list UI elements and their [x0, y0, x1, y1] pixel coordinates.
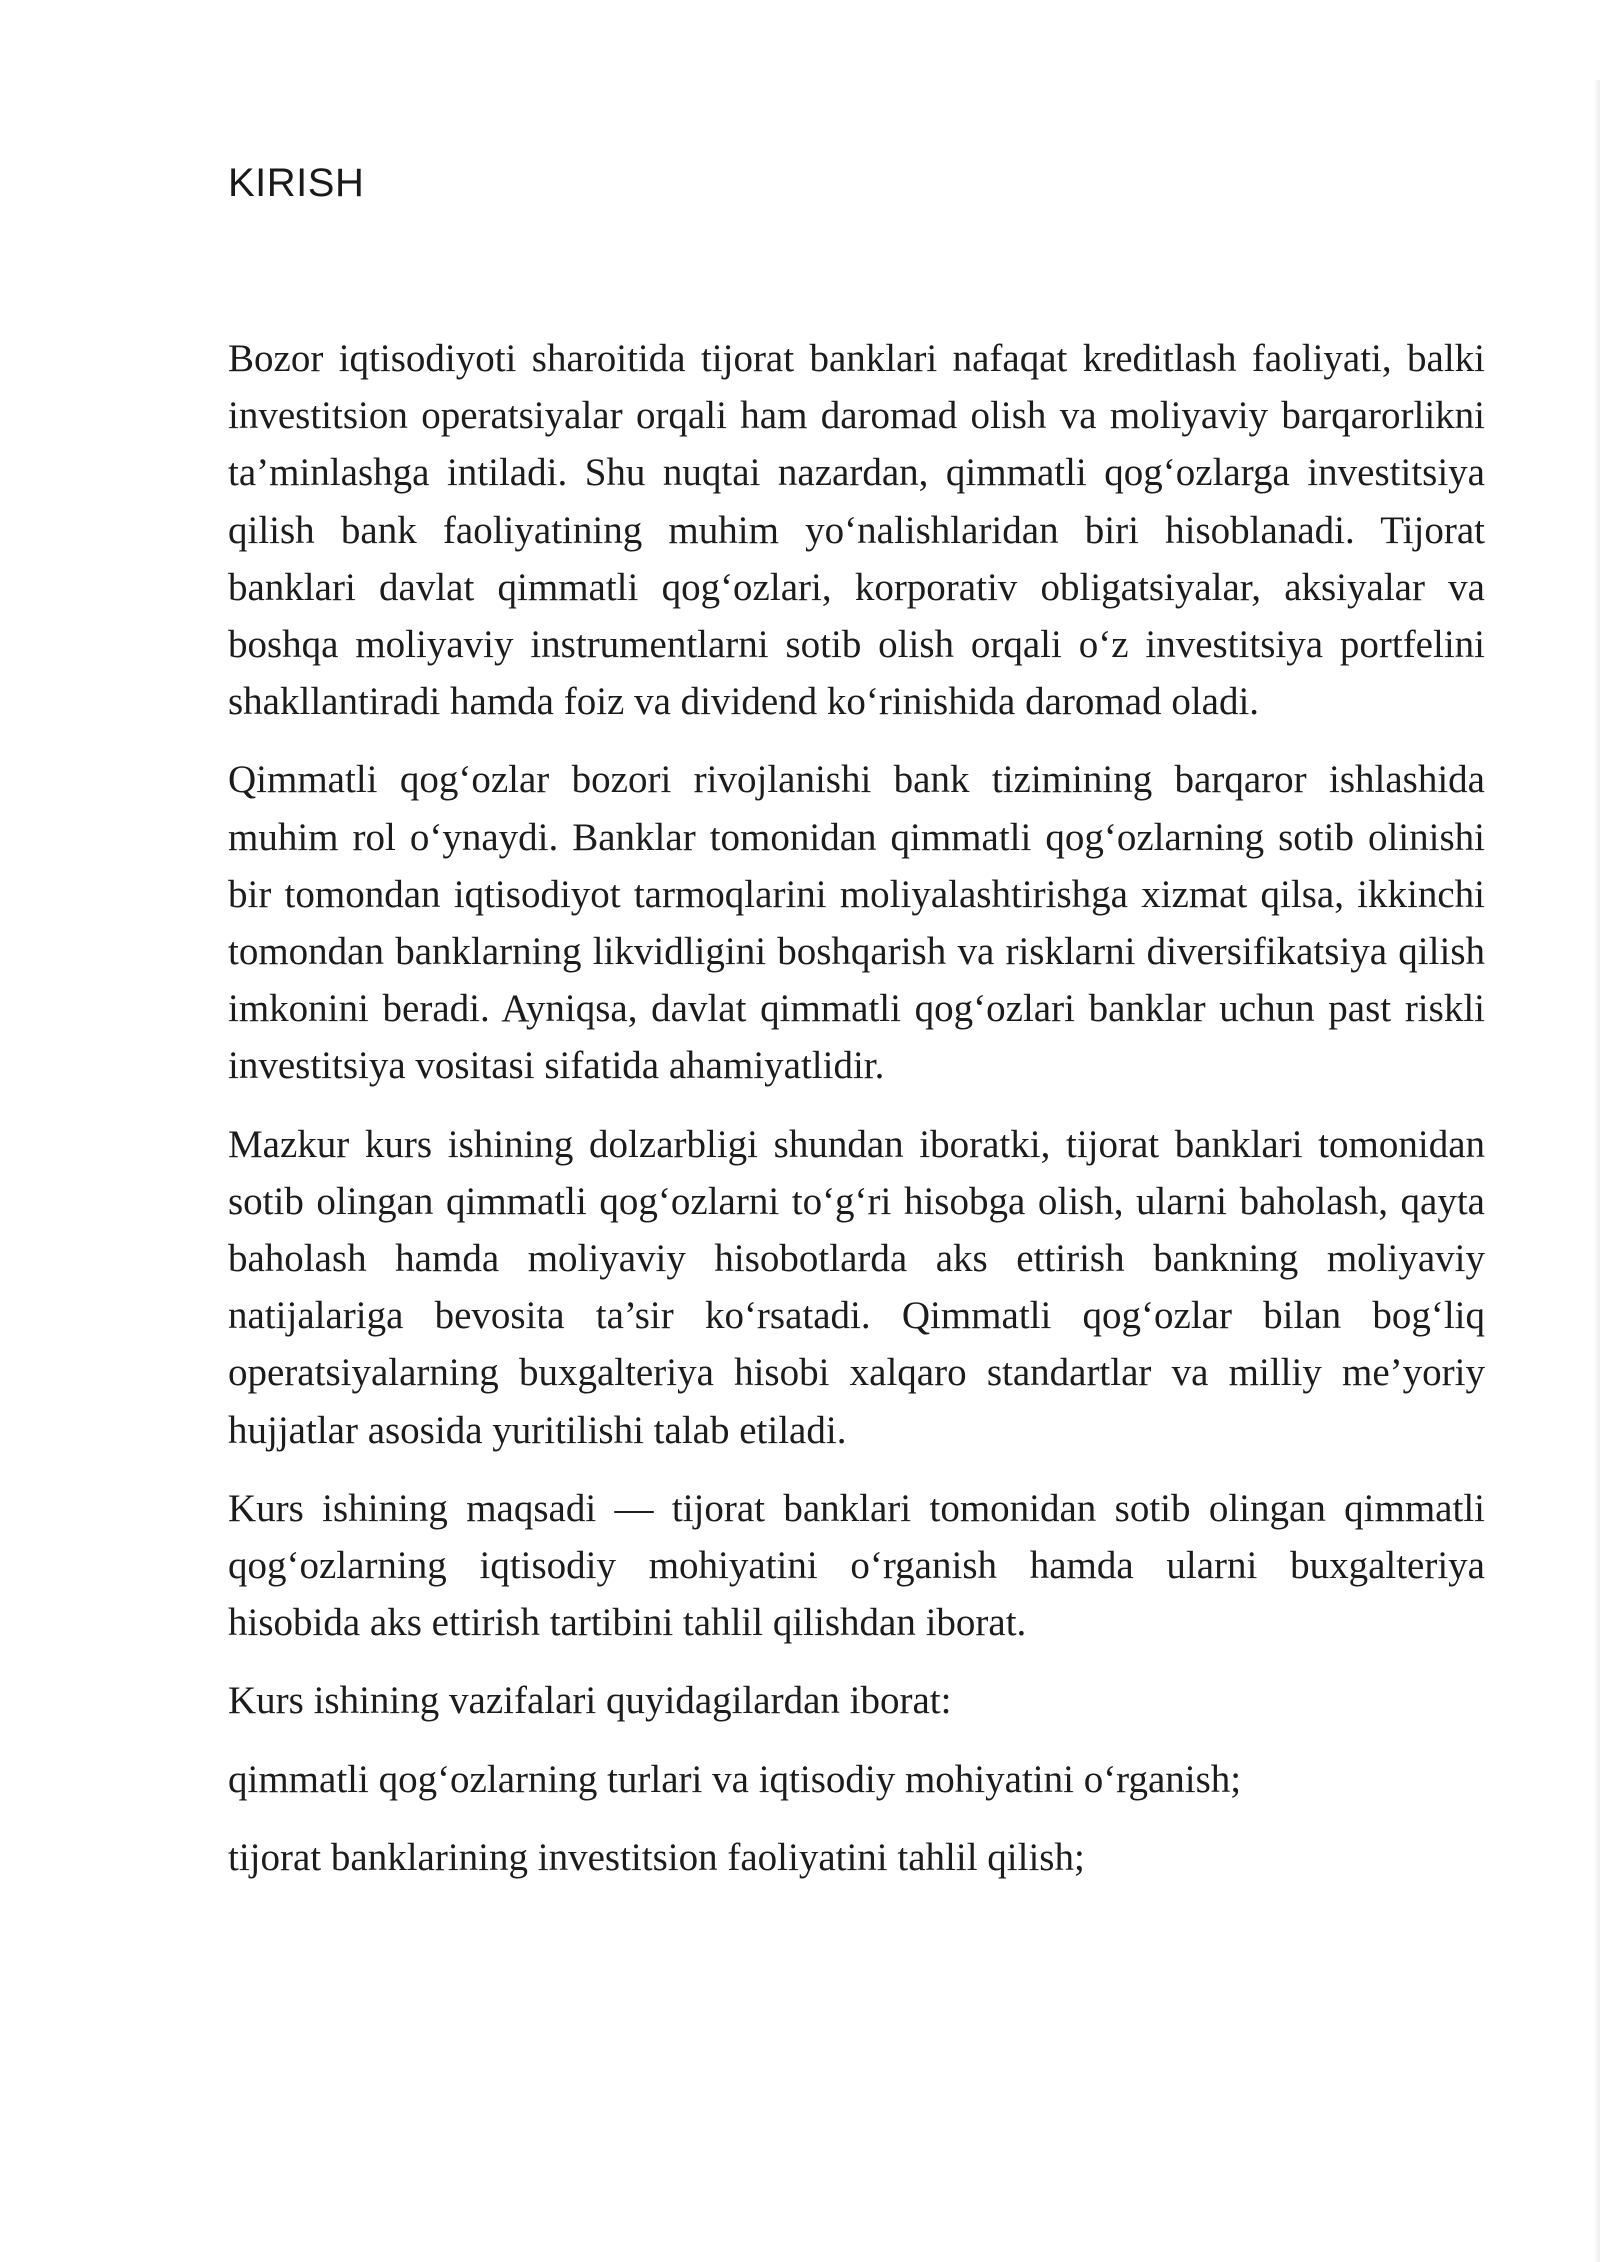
- body-text: [228, 330, 1485, 1907]
- task-item: qimmatli qog‘ozlarning turlari va iqtisodiy mohiyatini o‘rganish;: [228, 1757, 1242, 1801]
- paragraph-securities-market: Qimmatli qog‘ozlar bozori rivojlanishi bank tizimining barqaror ishlashida muhim rol o‘ynaydi. Banklar tomonidan qimmatli qog‘ozlarning sotib olinishi bir tomondan iqtisodiyot tarmoqlarini moliyalashtirishga xizmat qilsa, ikkinchi tomondan banklarning likvidligini boshqarish va risklarni diversifikatsiya qilish imkonini beradi. Ayniqsa, davlat qimmatli qog‘ozlari banklar uchun past riskli investitsiya vositasi sifatida ahamiyatlidir.: [228, 758, 1485, 1088]
- page-edge-shadow: [1594, 80, 1600, 2262]
- section-heading: KIRISH: [228, 161, 365, 205]
- paragraph-goal: Kurs ishining maqsadi — tijorat banklari tomonidan sotib olingan qimmatli qog‘ozlarning iqtisodiy mohiyatini o‘rganish hamda ularni buxgalteriya hisobida aks ettirish tartibini tahlil qilishdan iborat.: [228, 1486, 1485, 1645]
- paragraph-relevance: Mazkur kurs ishining dolzarbligi shundan iboratki, tijorat banklari tomonidan sotib olingan qimmatli qog‘ozlarni to‘g‘ri hisobga olish, ularni baholash, qayta baholash hamda moliyaviy hisobotlarda aks ettirish bankning moliyaviy natijalariga bevosita ta’sir ko‘rsatadi. Qimmatli qog‘ozlar bilan bog‘liq operatsiyalarning buxgalteriya hisobi xalqaro standartlar va milliy me’yoriy hujjatlar asosida yuritilishi talab etiladi.: [228, 1122, 1485, 1452]
- paragraph-intro: Bozor iqtisodiyoti sharoitida tijorat banklari nafaqat kreditlash faoliyati, balki investitsion operatsiyalar orqali ham daromad olish va moliyaviy barqarorlikni ta’minlashga intiladi. Shu nuqtai nazardan, qimmatli qog‘ozlarga investitsiya qilish bank faoliyatining muhim yo‘nalishlaridan biri hisoblanadi. Tijorat banklari davlat qimmatli qog‘ozlari, korporativ obligatsiyalar, aksiyalar va boshqa moliyaviy instrumentlarni sotib olish orqali o‘z investitsiya portfelini shakllantiradi hamda foiz va dividend ko‘rinishida daromad oladi.: [228, 337, 1485, 724]
- task-item: tijorat banklarining investitsion faoliyatini tahlil qilish;: [228, 1835, 1085, 1879]
- paragraph-tasks-intro: Kurs ishining vazifalari quyidagilardan iborat:: [228, 1679, 952, 1723]
